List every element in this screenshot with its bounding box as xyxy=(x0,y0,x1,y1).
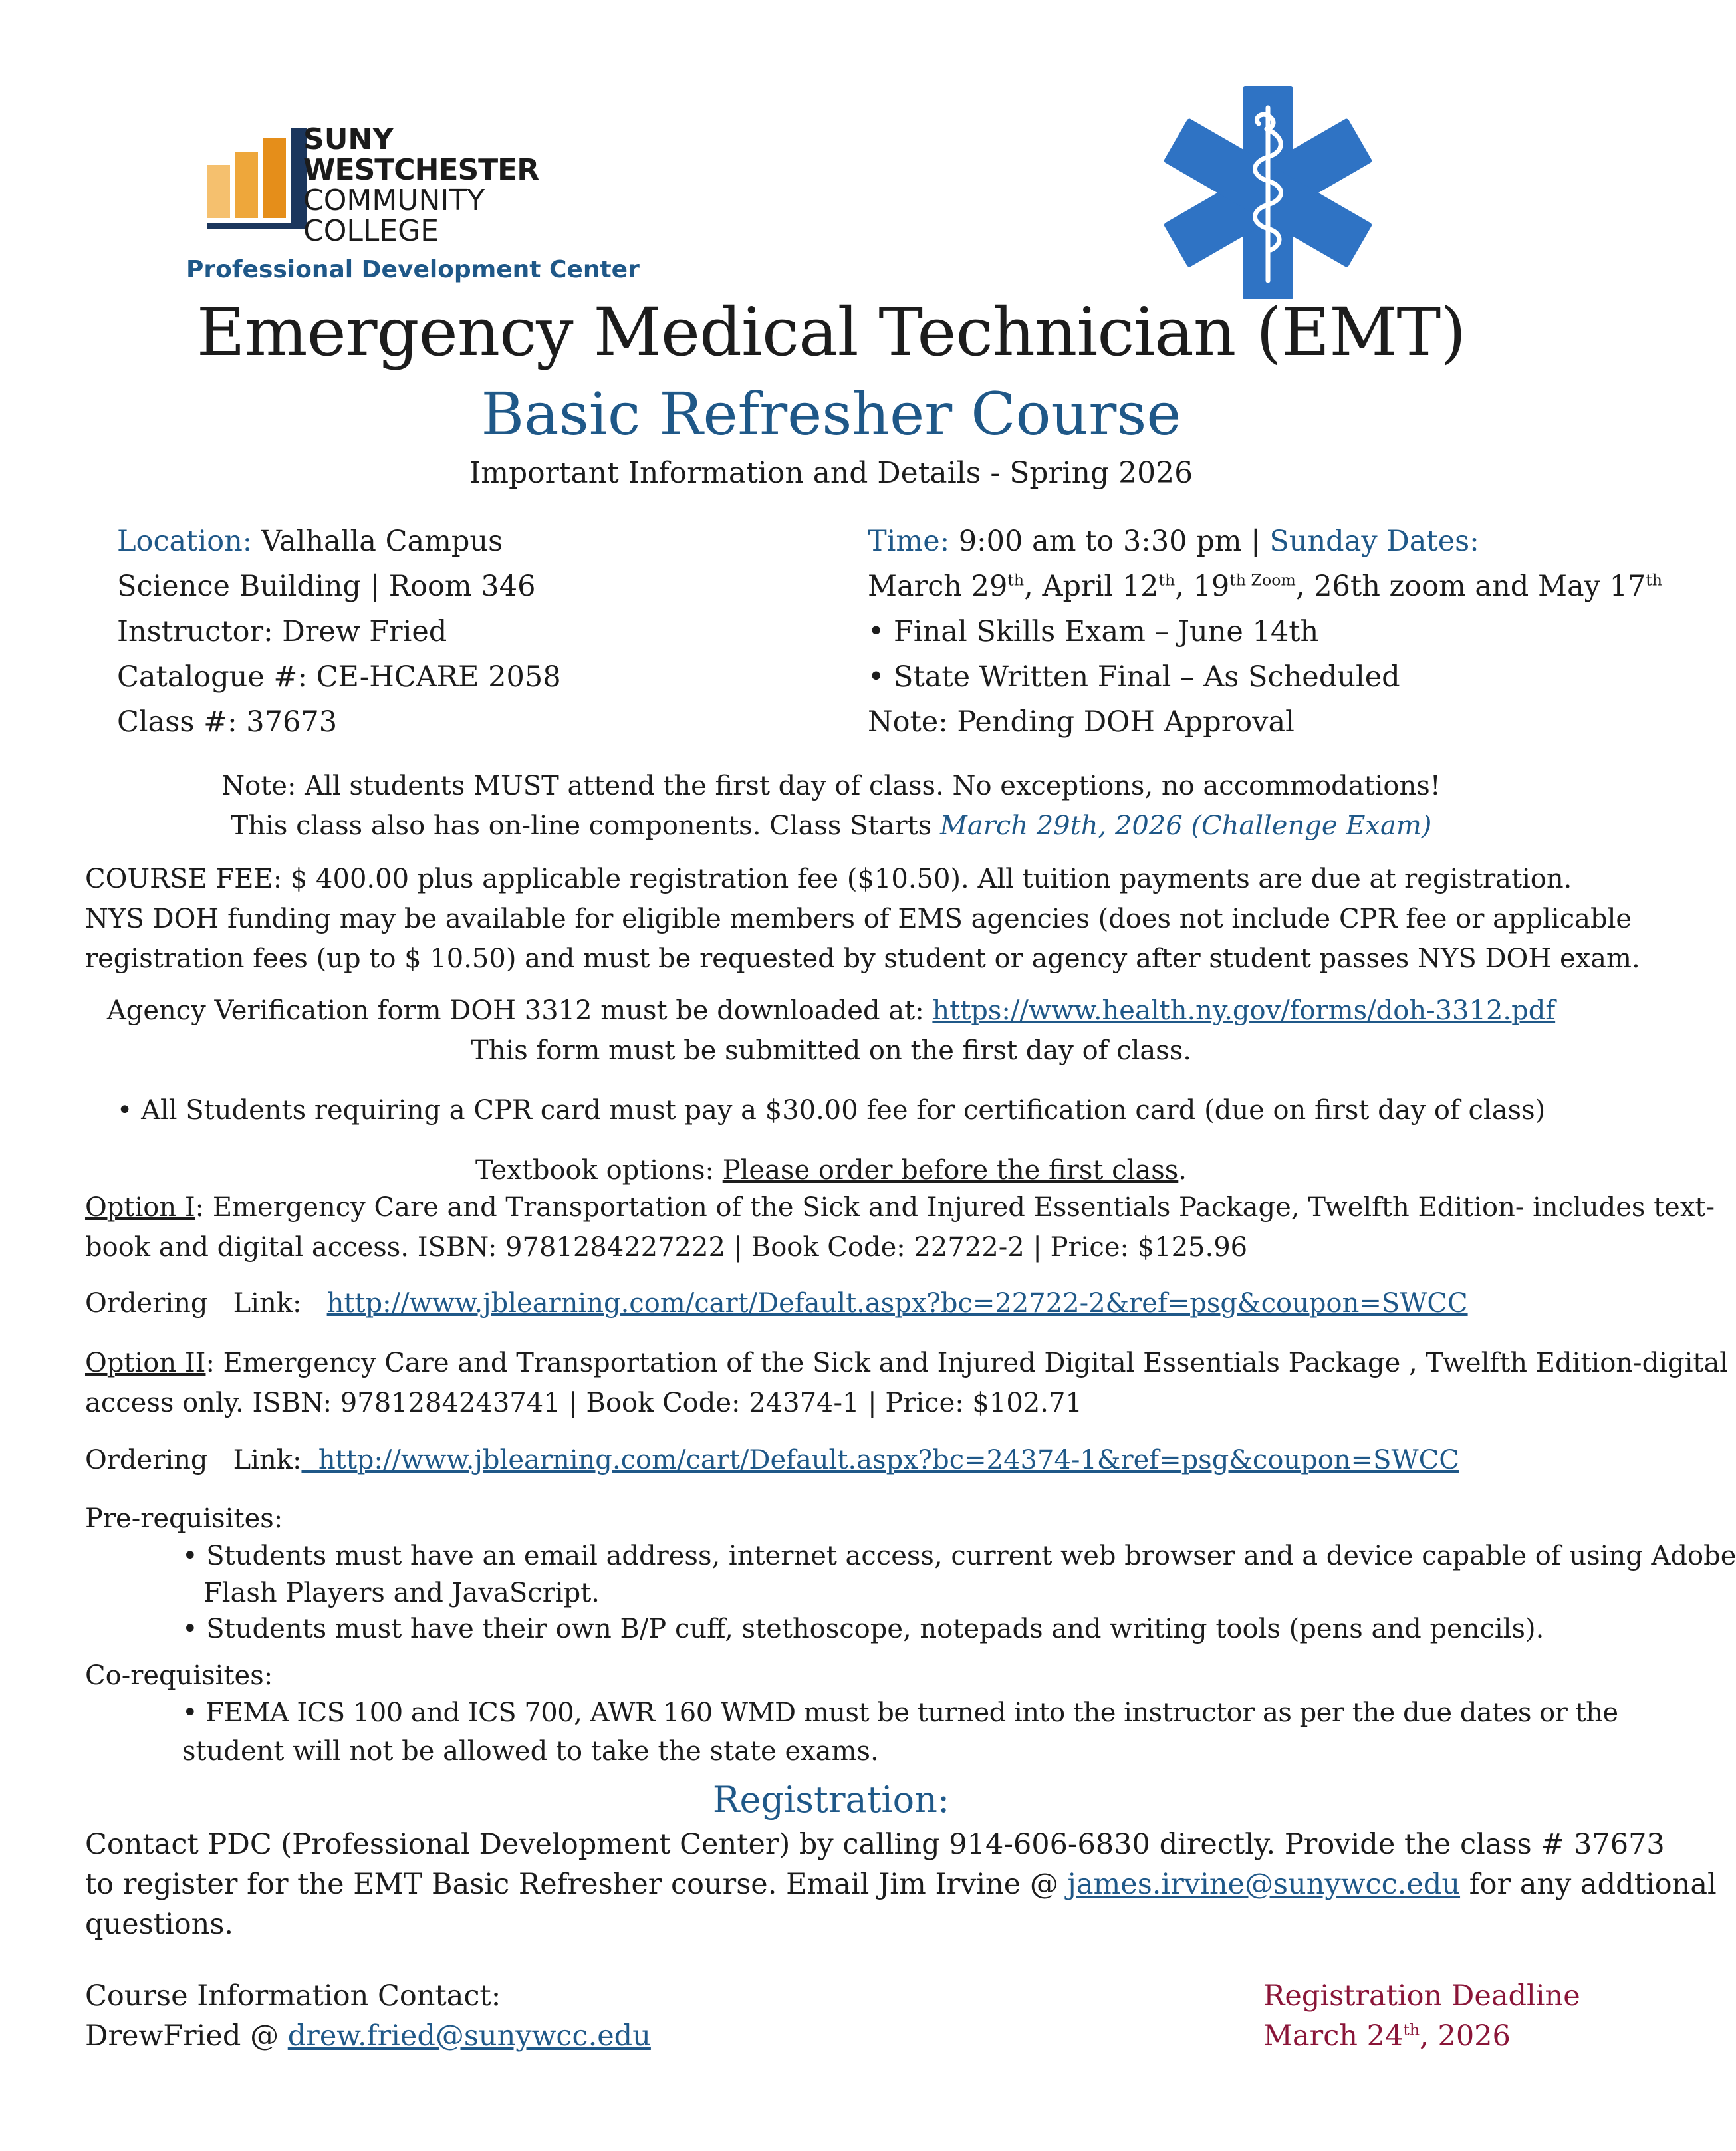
attendance-note xyxy=(0,766,1662,846)
textbook-options xyxy=(85,1188,1715,1267)
registration-line-2 xyxy=(85,1864,1717,1904)
prereq-item-2: • Students must have their own B/P cuff, stethoscope, notepads and writing tools (pens and pencils). xyxy=(182,1614,1545,1644)
location-label: Location: xyxy=(117,525,253,558)
page-subtitle: Basic Refresher Course xyxy=(481,380,1181,448)
registration-line-1: Contact PDC (Professional Development Center) by calling 914-606-6830 directly. Provide the class # 37673 xyxy=(85,1828,1665,1861)
date-1: March 29 xyxy=(868,570,1008,603)
contact-name: DrewFried @ xyxy=(85,2019,288,2053)
date-1-suffix: th xyxy=(1007,570,1025,590)
college-logo xyxy=(186,122,640,289)
registration-text-end: for any addtional xyxy=(1460,1868,1717,1901)
prereq-heading: Pre-requisites: xyxy=(85,1503,283,1534)
option-1-text: : Emergency Care and Transportation of the Sick and Injured Essentials Package, Twelfth Edition- includes text- xyxy=(195,1192,1715,1223)
fee-line-2: NYS DOH funding may be available for eligible members of EMS agencies (does not include CPR fee or applicable xyxy=(85,904,1632,934)
time-value: 9:00 am to 3:30 pm | xyxy=(949,525,1270,558)
page-tagline: Important Information and Details - Spring 2026 xyxy=(469,456,1193,490)
textbook-option-2 xyxy=(85,1343,1728,1423)
course-fee-section xyxy=(85,859,1640,979)
fee-line-1: COURSE FEE: $ 400.00 plus applicable registration fee ($10.50). All tuition payments are due at registration. xyxy=(85,864,1572,894)
coreq-heading: Co-requisites: xyxy=(85,1660,273,1691)
catalogue-line: Catalogue #: CE-HCARE 2058 xyxy=(117,660,561,694)
option-2-line-2: access only. ISBN: 9781284243741 | Book Code: 24374-1 | Price: $102.71 xyxy=(85,1388,1082,1418)
contact-email-link[interactable]: drew.fried@sunywcc.edu xyxy=(287,2019,651,2053)
pending-note-line: Note: Pending DOH Approval xyxy=(868,705,1295,739)
logo-line-college: COLLEGE xyxy=(303,214,439,248)
dates-line xyxy=(868,564,1662,609)
date-4-suffix: th xyxy=(1646,570,1663,590)
registration-email-link[interactable]: james.irvine@sunywcc.edu xyxy=(1067,1868,1461,1901)
agency-verification xyxy=(0,991,1662,1071)
class-number-line: Class #: 37673 xyxy=(117,705,338,739)
final-skills-line: • Final Skills Exam – June 14th xyxy=(868,615,1319,648)
option-1-label: Option I xyxy=(85,1192,195,1223)
agency-line-2: This form must be submitted on the first day of class. xyxy=(471,1035,1191,1066)
course-info-right xyxy=(868,519,1662,745)
coreq-item-1-cont: student will not be allowed to take the state exams. xyxy=(182,1736,879,1767)
agency-text: Agency Verification form DOH 3312 must be downloaded at: xyxy=(106,995,933,1026)
state-final-line: • State Written Final – As Scheduled xyxy=(868,660,1400,694)
ordering-link-2-row xyxy=(85,1440,1459,1480)
logo-line-community: COMMUNITY xyxy=(303,184,485,217)
deadline-date-text: March 24 xyxy=(1263,2019,1404,2053)
attendance-text: This class also has on-line components. Class Starts xyxy=(230,811,940,841)
registration-body xyxy=(85,1825,1717,1944)
date-3-suffix: th Zoom xyxy=(1229,570,1296,590)
registration-line-3: questions. xyxy=(85,1908,234,1941)
date-4: , 26th zoom and May 17 xyxy=(1295,570,1646,603)
prereq-item-1-cont: Flash Players and JavaScript. xyxy=(203,1578,600,1608)
course-info-left xyxy=(117,519,561,745)
ordering-link-2[interactable]: http://www.jblearning.com/cart/Default.aspx?bc=24374-1&ref=psg&coupon=SWCC xyxy=(301,1445,1459,1475)
date-2-suffix: th xyxy=(1158,570,1176,590)
registration-heading: Registration: xyxy=(712,1779,950,1821)
attendance-line-1: Note: All students MUST attend the first day of class. No exceptions, no accommodations! xyxy=(221,771,1441,801)
instructor-line: Instructor: Drew Fried xyxy=(117,615,447,648)
registration-deadline xyxy=(1263,1976,1580,2056)
time-label: Time: xyxy=(868,525,950,558)
class-start-date: March 29th, 2026 (Challenge Exam) xyxy=(939,811,1432,841)
attendance-line-2 xyxy=(0,806,1662,846)
deadline-date xyxy=(1263,2016,1580,2056)
contact-label: Course Information Contact: xyxy=(85,1979,501,2013)
ordering-link-1-label: Ordering Link: xyxy=(85,1288,327,1319)
location-value: Valhalla Campus xyxy=(252,525,503,558)
building-line: Science Building | Room 346 xyxy=(117,570,536,603)
dates-label: Sunday Dates: xyxy=(1269,525,1479,558)
option-1-line-1 xyxy=(85,1188,1715,1227)
agency-line-1 xyxy=(0,991,1662,1031)
textbook-heading xyxy=(0,1150,1662,1190)
logo-text xyxy=(303,124,539,247)
registration-text: to register for the EMT Basic Refresher course. Email Jim Irvine @ xyxy=(85,1868,1068,1901)
prereq-item-1: • Students must have an email address, internet access, current web browser and a device capable of using Adobe xyxy=(182,1541,1736,1571)
page-title: Emergency Medical Technician (EMT) xyxy=(196,293,1466,371)
location-line xyxy=(117,519,561,564)
star-of-life-icon xyxy=(1158,83,1378,303)
time-line xyxy=(868,519,1662,564)
deadline-label: Registration Deadline xyxy=(1263,1979,1580,2013)
doh-form-link[interactable]: https://www.health.ny.gov/forms/doh-3312.pdf xyxy=(932,995,1556,1026)
cpr-note: • All Students requiring a CPR card must pay a $30.00 fee for certification card (due on first day of class) xyxy=(116,1095,1546,1126)
option-2-label: Option II xyxy=(85,1348,206,1378)
date-2: , April 12 xyxy=(1024,570,1159,603)
deadline-date-suffix: th xyxy=(1403,2020,1420,2039)
coreq-item-1: • FEMA ICS 100 and ICS 700, AWR 160 WMD must be turned into the instructor as per the due dates or the xyxy=(182,1698,1618,1728)
option-2-text: : Emergency Care and Transportation of the Sick and Injured Digital Essentials Package , Twelfth Edition-digital xyxy=(205,1348,1729,1378)
ordering-link-1-row xyxy=(85,1283,1468,1323)
logo-subtitle: Professional Development Center xyxy=(186,256,640,283)
ordering-link-1[interactable]: http://www.jblearning.com/cart/Default.aspx?bc=22722-2&ref=psg&coupon=SWCC xyxy=(326,1288,1468,1319)
date-3: , 19 xyxy=(1175,570,1230,603)
logo-line-suny: SUNY xyxy=(303,122,394,156)
contact-line xyxy=(85,2016,651,2056)
logo-line-westchester: WESTCHESTER xyxy=(303,153,539,187)
fee-line-3: registration fees (up to $ 10.50) and must be requested by student or agency after student passes NYS DOH exam. xyxy=(85,944,1640,974)
textbook-label-end: . xyxy=(1178,1155,1187,1186)
textbook-order-note: Please order before the first class xyxy=(722,1155,1179,1186)
deadline-year: , 2026 xyxy=(1420,2019,1511,2053)
option-1-line-2: book and digital access. ISBN: 9781284227222 | Book Code: 22722-2 | Price: $125.96 xyxy=(85,1232,1248,1263)
ordering-link-2-label: Ordering Link: xyxy=(85,1445,302,1475)
textbook-label: Textbook options: xyxy=(475,1155,723,1186)
option-2-line-1 xyxy=(85,1343,1728,1383)
course-contact xyxy=(85,1976,651,2056)
